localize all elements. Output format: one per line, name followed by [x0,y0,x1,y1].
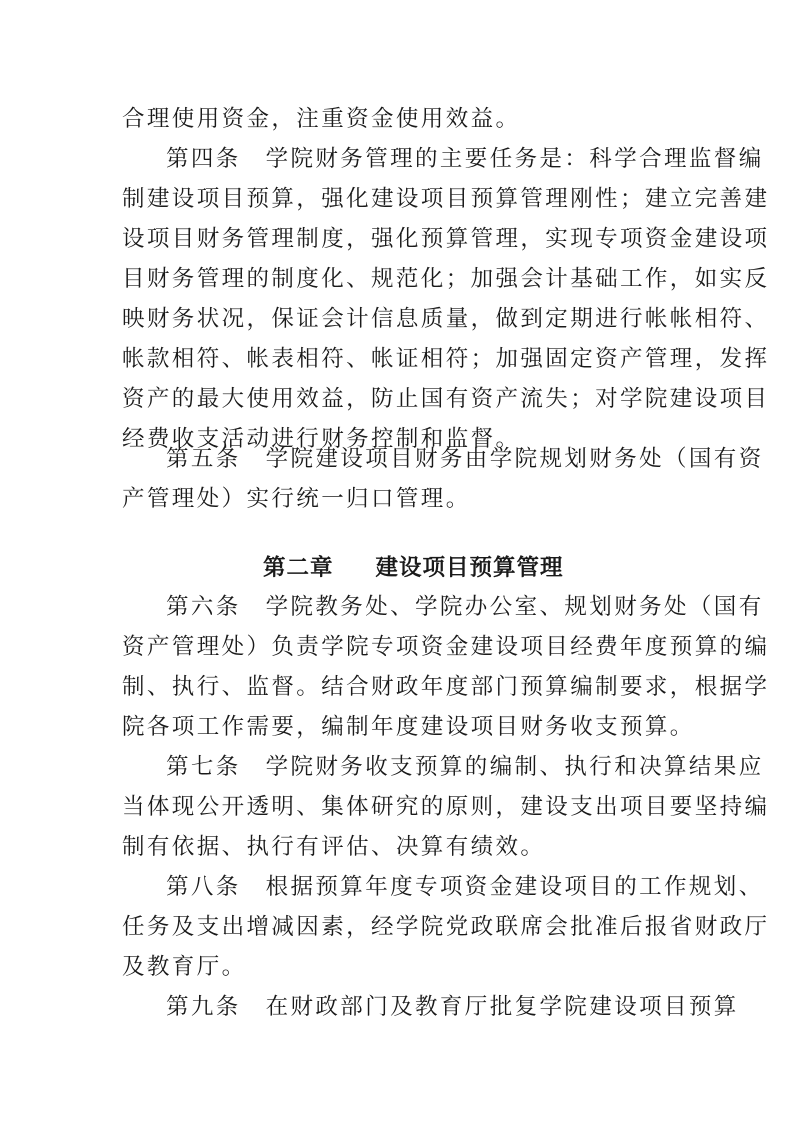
paragraph-line: 帐款相符、帐表相符、帐证相符；加强固定资产管理，发挥 [122,346,770,372]
chapter-number: 第二章 [263,555,334,581]
paragraph-line: 设项目财务管理制度，强化预算管理，实现专项资金建设项 [122,226,770,252]
paragraph-line: 院各项工作需要，编制年度建设项目财务收支预算。 [122,714,695,740]
paragraph-line: 制、执行、监督。结合财政年度部门预算编制要求，根据学 [122,674,770,700]
chapter-title: 建设项目预算管理 [375,555,564,581]
paragraph-line: 第八条 根据预算年度专项资金建设项目的工作规划、 [166,874,764,900]
paragraph-line: 制建设项目预算，强化建设项目预算管理刚性；建立完善建 [122,186,770,212]
chapter-heading [263,553,564,583]
paragraph-line: 当体现公开透明、集体研究的原则，建设支出项目要坚持编 [122,794,770,820]
paragraph-line: 映财务状况，保证会计信息质量，做到定期进行帐帐相符、 [122,306,770,332]
paragraph-line: 及教育厅。 [122,954,247,980]
paragraph-line: 产管理处）实行统一归口管理。 [122,486,471,512]
paragraph-line: 目财务管理的制度化、规范化；加强会计基础工作，如实反 [122,266,770,292]
paragraph-line: 经费收支活动进行财务控制和监督。 [122,426,521,452]
paragraph-line: 第五条 学院建设项目财务由学院规划财务处（国有资 [166,446,764,472]
paragraph-line: 制有依据、执行有评估、决算有绩效。 [122,834,546,860]
paragraph-line: 第七条 学院财务收支预算的编制、执行和决算结果应 [166,754,764,780]
paragraph-line: 第四条 学院财务管理的主要任务是：科学合理监督编 [166,146,764,172]
paragraph-line: 第九条 在财政部门及教育厅批复学院建设项目预算 [166,994,739,1020]
paragraph-line: 合理使用资金，注重资金使用效益。 [122,106,521,132]
paragraph-line: 任务及支出增减因素，经学院党政联席会批准后报省财政厅 [122,914,770,940]
paragraph-line: 资产的最大使用效益，防止国有资产流失；对学院建设项目 [122,386,770,412]
paragraph-line: 资产管理处）负责学院专项资金建设项目经费年度预算的编 [122,634,770,660]
paragraph-line: 第六条 学院教务处、学院办公室、规划财务处（国有 [166,594,764,620]
